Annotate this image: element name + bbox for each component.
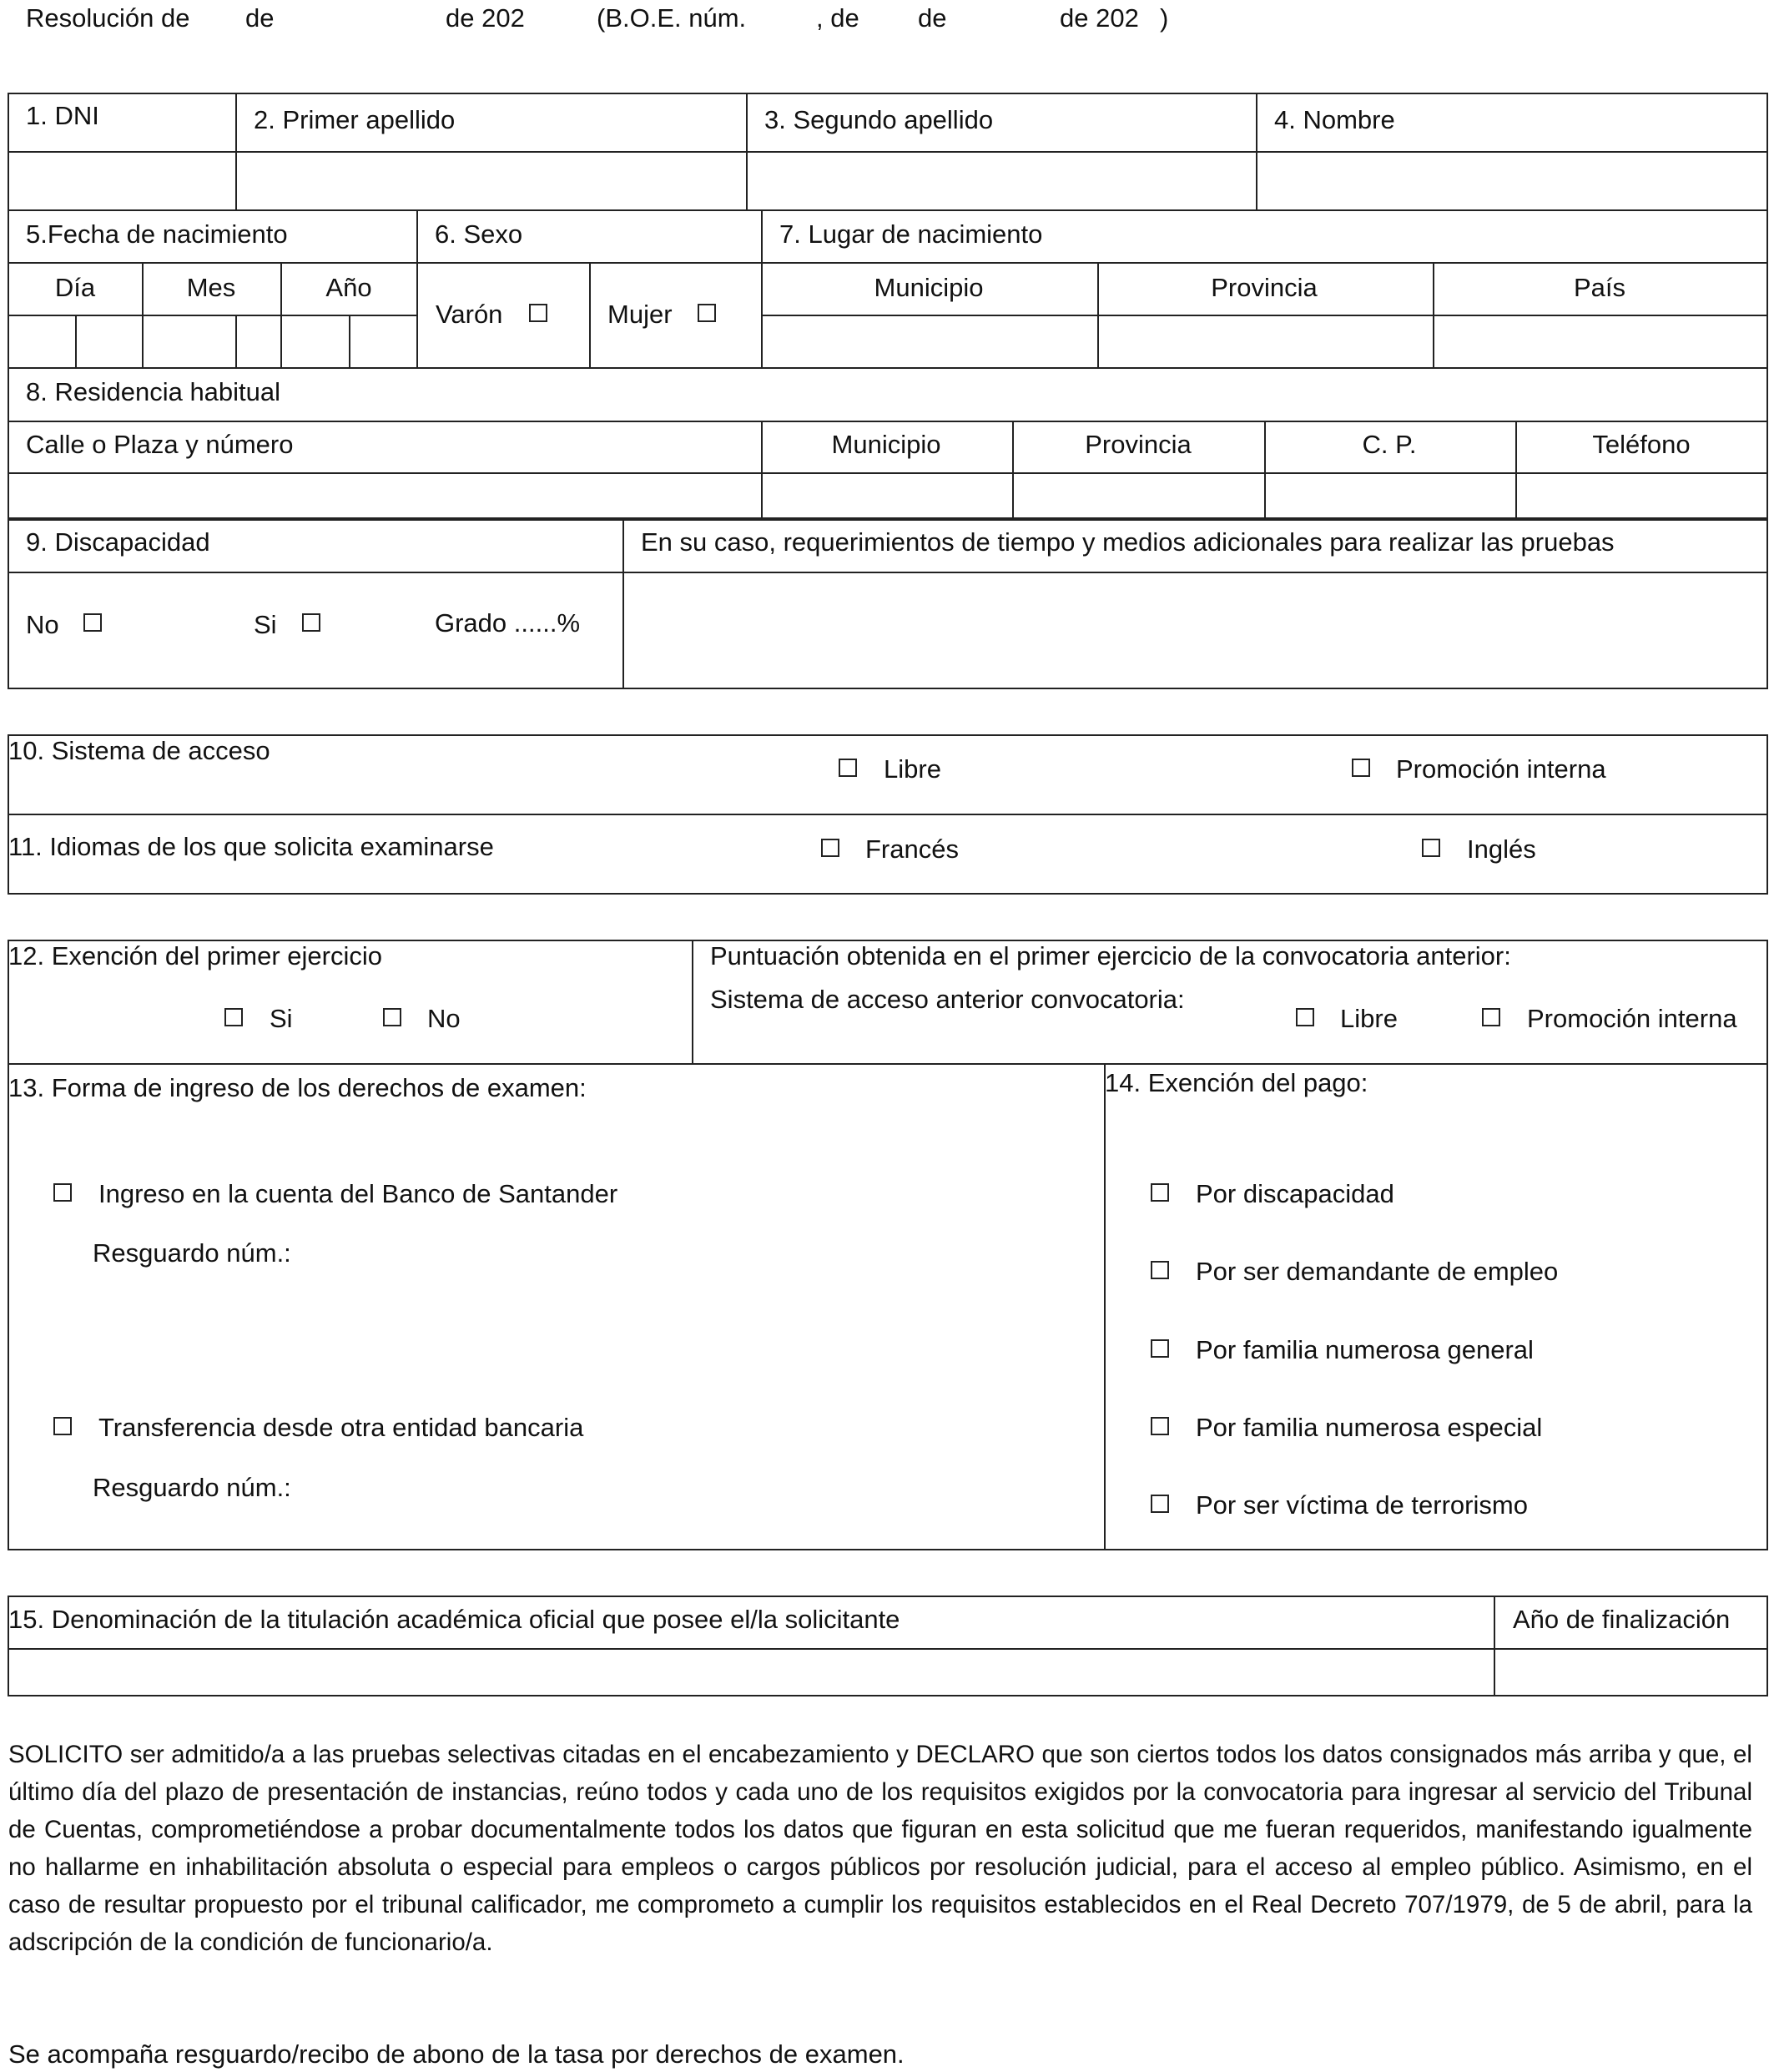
label-dia: Día bbox=[54, 273, 96, 302]
checkbox-anterior-promocion[interactable] bbox=[1482, 1008, 1500, 1026]
label-anio-finalizacion: Año de finalización bbox=[1513, 1605, 1731, 1634]
header-de-2: de bbox=[918, 3, 947, 33]
label-cp: C. P. bbox=[1362, 430, 1417, 459]
checkbox-por-discapacidad[interactable] bbox=[1151, 1183, 1169, 1202]
label-titulacion: 15. Denominación de la titulación académica oficial que posee el/la solicitante bbox=[8, 1605, 900, 1634]
label-frances: Francés bbox=[865, 834, 959, 864]
checkbox-mujer[interactable] bbox=[698, 304, 716, 322]
input-titulacion[interactable] bbox=[9, 1650, 1492, 1695]
label-varon: Varón bbox=[436, 300, 503, 329]
label-banco-santander: Ingreso en la cuenta del Banco de Santander bbox=[98, 1179, 618, 1208]
label-provincia-residencia: Provincia bbox=[1085, 430, 1192, 459]
input-dni[interactable] bbox=[9, 153, 234, 208]
input-requerimientos[interactable] bbox=[624, 573, 1766, 688]
label-calle: Calle o Plaza y número bbox=[26, 430, 294, 459]
label-grado: Grado ......% bbox=[435, 608, 581, 638]
input-nombre[interactable] bbox=[1257, 153, 1766, 208]
checkbox-exencion-no[interactable] bbox=[383, 1008, 401, 1026]
checkbox-exencion-si[interactable] bbox=[224, 1008, 243, 1026]
label-sistema-acceso: 10. Sistema de acceso bbox=[8, 736, 270, 765]
label-sexo: 6. Sexo bbox=[435, 219, 523, 249]
label-victima-terrorismo: Por ser víctima de terrorismo bbox=[1196, 1490, 1528, 1520]
header-comma-de: , de bbox=[816, 3, 859, 33]
checkbox-acceso-libre[interactable] bbox=[839, 759, 857, 777]
label-resguardo-2: Resguardo núm.: bbox=[93, 1473, 291, 1502]
header-boe: (B.O.E. núm. bbox=[597, 3, 747, 33]
input-primer-apellido[interactable] bbox=[237, 153, 744, 208]
label-exencion-primer-ejercicio: 12. Exención del primer ejercicio bbox=[8, 941, 382, 970]
label-exencion-pago: 14. Exención del pago: bbox=[1105, 1068, 1368, 1097]
checkbox-demandante-empleo[interactable] bbox=[1151, 1261, 1169, 1279]
label-exencion-no: No bbox=[427, 1004, 461, 1033]
checkbox-acceso-promocion[interactable] bbox=[1352, 759, 1370, 777]
checkbox-anterior-libre[interactable] bbox=[1296, 1008, 1314, 1026]
header-de: de bbox=[245, 3, 275, 33]
input-segundo-apellido[interactable] bbox=[748, 153, 1254, 208]
label-familia-numerosa-especial: Por familia numerosa especial bbox=[1196, 1413, 1543, 1442]
label-ingles: Inglés bbox=[1467, 834, 1536, 864]
label-provincia-nacimiento: Provincia bbox=[1211, 273, 1318, 302]
declaration-text: SOLICITO ser admitido/a a las pruebas selectivas citadas en el encabezamiento y DECLARO que son ciertos todos los datos consignados más arriba y que, el último día del plazo de presentación de instancias, reúno todos y cada uno de los requisitos exigidos por la convocatoria para ingresar al servicio del Tribunal de Cuentas, comprometiéndose a probar documentalmente todos los datos que figuran en esta solicitud que me fueran requeridos, manifestando igualmente no hallarme en inhabilitación absoluta o especial para empleos o cargos públicos por resolución judicial, para el acceso al empleo público. Asimismo, en el caso de resultar propuesto por el tribunal calificador, me comprometo a cumplir los requisitos establecidos en el Real Decreto 707/1979, de 5 de abril, para la adscripción de la condición de funcionario/a. bbox=[8, 1741, 1752, 1956]
checkbox-familia-numerosa-especial[interactable] bbox=[1151, 1417, 1169, 1435]
checkbox-transferencia[interactable] bbox=[53, 1417, 72, 1435]
checkbox-frances[interactable] bbox=[821, 839, 839, 857]
header-de-202: de 202 bbox=[446, 3, 525, 33]
label-idiomas: 11. Idiomas de los que solicita examinarse bbox=[8, 832, 494, 861]
input-anio-finalizacion[interactable] bbox=[1495, 1650, 1766, 1695]
checkbox-si-discapacidad[interactable] bbox=[302, 613, 320, 632]
label-mes: Mes bbox=[186, 273, 236, 302]
label-demandante-empleo: Por ser demandante de empleo bbox=[1196, 1257, 1559, 1286]
header-de-202-b: de 202 bbox=[1060, 3, 1139, 33]
label-acceso-promocion: Promoción interna bbox=[1396, 754, 1606, 784]
label-requerimientos: En su caso, requerimientos de tiempo y medios adicionales para realizar las pruebas bbox=[641, 527, 1615, 557]
label-pais-nacimiento: País bbox=[1573, 273, 1626, 302]
label-municipio-nacimiento: Municipio bbox=[874, 273, 984, 302]
label-resguardo-1: Resguardo núm.: bbox=[93, 1238, 291, 1268]
label-anterior-libre: Libre bbox=[1340, 1004, 1398, 1033]
label-nombre: 4. Nombre bbox=[1274, 105, 1395, 134]
label-dni: 1. DNI bbox=[26, 101, 99, 130]
label-lugar-nacimiento: 7. Lugar de nacimiento bbox=[779, 219, 1043, 249]
label-sistema-anterior: Sistema de acceso anterior convocatoria: bbox=[710, 985, 1185, 1014]
label-municipio-residencia: Municipio bbox=[831, 430, 941, 459]
checkbox-no-discapacidad[interactable] bbox=[83, 613, 102, 632]
checkbox-banco-santander[interactable] bbox=[53, 1183, 72, 1202]
label-discapacidad: 9. Discapacidad bbox=[26, 527, 210, 557]
label-por-discapacidad: Por discapacidad bbox=[1196, 1179, 1394, 1208]
label-mujer: Mujer bbox=[607, 300, 673, 329]
label-acceso-libre: Libre bbox=[884, 754, 941, 784]
label-anterior-promocion: Promoción interna bbox=[1527, 1004, 1737, 1033]
label-no-discapacidad: No bbox=[26, 610, 59, 639]
label-puntuacion: Puntuación obtenida en el primer ejercicio de la convocatoria anterior: bbox=[710, 941, 1511, 970]
label-residencia-habitual: 8. Residencia habitual bbox=[26, 377, 281, 406]
label-primer-apellido: 2. Primer apellido bbox=[254, 105, 456, 134]
checkbox-victima-terrorismo[interactable] bbox=[1151, 1495, 1169, 1513]
label-forma-ingreso: 13. Forma de ingreso de los derechos de examen: bbox=[8, 1073, 587, 1102]
checkbox-familia-numerosa-general[interactable] bbox=[1151, 1339, 1169, 1358]
label-exencion-si: Si bbox=[270, 1004, 293, 1033]
label-si-discapacidad: Si bbox=[254, 610, 277, 639]
label-transferencia: Transferencia desde otra entidad bancaria bbox=[98, 1413, 584, 1442]
label-anio: Año bbox=[325, 273, 372, 302]
checkbox-ingles[interactable] bbox=[1422, 839, 1440, 857]
checkbox-varon[interactable] bbox=[529, 304, 547, 322]
label-fecha-nacimiento: 5.Fecha de nacimiento bbox=[26, 219, 288, 249]
header-resolucion: Resolución de bbox=[26, 3, 190, 33]
label-segundo-apellido: 3. Segundo apellido bbox=[764, 105, 994, 134]
footer-text: Se acompaña resguardo/recibo de abono de la tasa por derechos de examen. bbox=[8, 2039, 905, 2069]
label-telefono: Teléfono bbox=[1592, 430, 1691, 459]
header-paren: ) bbox=[1160, 3, 1169, 33]
label-familia-numerosa-general: Por familia numerosa general bbox=[1196, 1335, 1534, 1364]
